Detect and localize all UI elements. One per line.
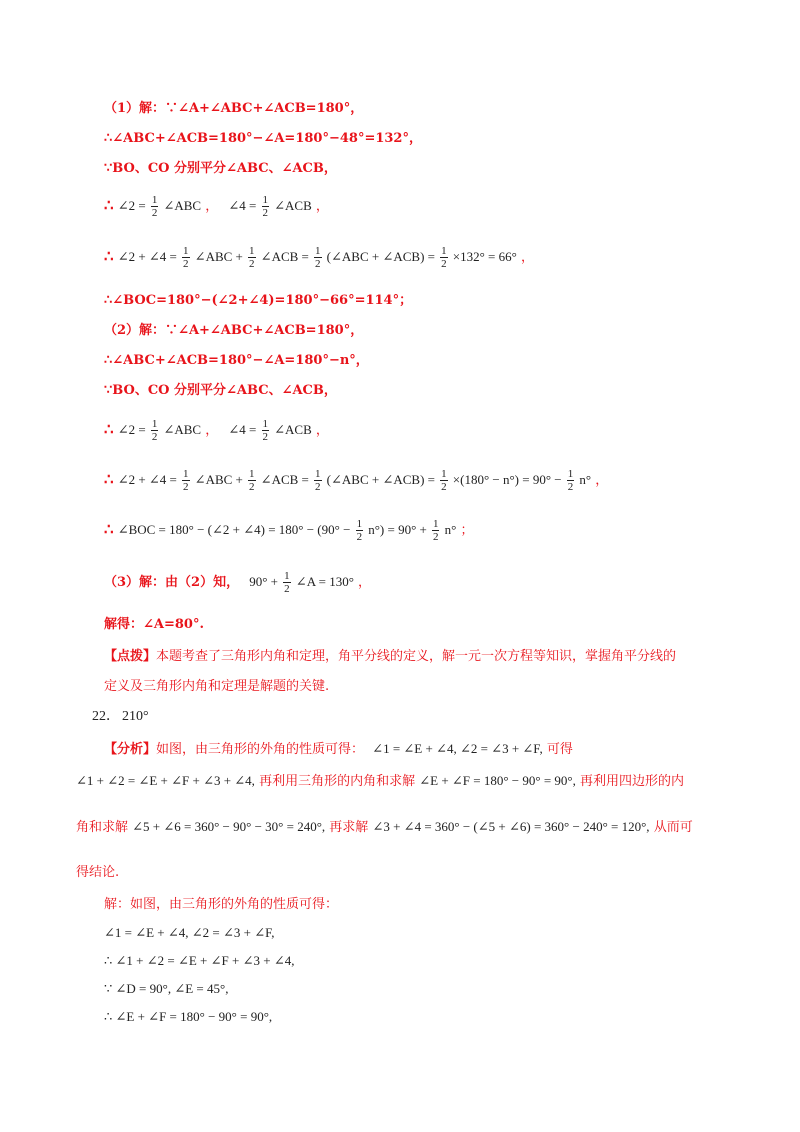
p2-line1: （2）解：∵∠A+∠ABC+∠ACB=180°， bbox=[104, 323, 364, 338]
therefore-symbol: ∴ bbox=[104, 247, 114, 265]
p2-line6: ∴ ∠BOC = 180° − (∠2 + ∠4) = 180° − (90° − $\frac{1}{2}$ n°) = 90° + $\frac{1}{2}$ n° ； bbox=[104, 518, 474, 543]
p3-line1: （3）解：由（2）知， 90° + $\frac{1}{2}$ ∠A = 130° ， bbox=[104, 570, 372, 595]
fraction: $\frac{1}{2}$ bbox=[315, 468, 321, 493]
therefore-symbol: ∴ bbox=[104, 470, 114, 488]
fraction: $\frac{1}{2}$ bbox=[315, 245, 321, 270]
p3-line2: 解得：∠A=80°. bbox=[104, 617, 204, 632]
p2-line3: ∵BO、CO 分别平分∠ABC、∠ACB， bbox=[104, 383, 337, 398]
therefore-symbol: ∴ bbox=[104, 520, 114, 538]
fraction: $\frac{1}{2}$ bbox=[356, 518, 363, 543]
fraction: $\frac{1}{2}$ bbox=[441, 245, 447, 270]
p1-line6: ∴∠BOC=180°−(∠2+∠4)=180°−66°=114°； bbox=[104, 293, 413, 308]
fraction: $\frac{1}{2}$ bbox=[262, 418, 268, 443]
p2-line5: ∴ ∠2 + ∠4 = $\frac{1}{2}$ ∠ABC + $\frac{1}{2}$ ∠ACB = $\frac{1}{2}$ (∠ABC + ∠ACB) = $\frac{1}{2}$ ×(180° − n°) = 90° − $\frac{1}{2}$ n° ， bbox=[104, 468, 609, 493]
therefore-symbol: ∴ bbox=[104, 196, 114, 214]
fraction: $\frac{1}{2}$ bbox=[262, 194, 268, 219]
p1-line4: ∴ ∠2 = $\frac{1}{2}$ ∠ABC ， ∠4 = $\frac{1}{2}$ ∠ACB ， bbox=[104, 194, 329, 219]
q22-solution-line5: ∴ ∠E + ∠F = 180° − 90° = 90°, bbox=[104, 1009, 273, 1024]
q22-analysis-line1: 【分析】如图，由三角形的外角的性质可得： ∠1 = ∠E + ∠4, ∠2 = ∠3 + ∠F, 可得 bbox=[104, 741, 573, 757]
q22-analysis-line2: ∠1 + ∠2 = ∠E + ∠F + ∠3 + ∠4, 再利用三角形的内角和求解 ∠E + ∠F = 180° − 90° = 90°, 再利用四边形的内 bbox=[76, 773, 685, 789]
q22-solution-line3: ∴ ∠1 + ∠2 = ∠E + ∠F + ∠3 + ∠4, bbox=[104, 953, 295, 968]
fraction: $\frac{1}{2}$ bbox=[441, 468, 447, 493]
therefore-symbol: ∴ bbox=[104, 420, 114, 438]
q22-analysis-line3: 角和求解 ∠5 + ∠6 = 360° − 90° − 30° = 240°, 再求解 ∠3 + ∠4 = 360° − (∠5 + ∠6) = 360° − 240° = 120°, 从而可 bbox=[76, 819, 693, 835]
fraction: $\frac{1}{2}$ bbox=[249, 468, 255, 493]
p1-line2: ∴∠ABC+∠ACB=180°−∠A=180°−48°=132°， bbox=[104, 131, 422, 146]
q22-solution-line2: ∠1 = ∠E + ∠4, ∠2 = ∠3 + ∠F, bbox=[104, 925, 275, 940]
p1-line1: （1）解：∵∠A+∠ABC+∠ACB=180°， bbox=[104, 101, 364, 116]
p2-line4: ∴ ∠2 = $\frac{1}{2}$ ∠ABC ， ∠4 = $\frac{1}{2}$ ∠ACB ， bbox=[104, 418, 329, 443]
fraction: $\frac{1}{2}$ bbox=[249, 245, 255, 270]
fraction: $\frac{1}{2}$ bbox=[432, 518, 439, 543]
fraction: $\frac{1}{2}$ bbox=[284, 570, 290, 595]
fraction: $\frac{1}{2}$ bbox=[567, 468, 574, 493]
q22-analysis-line4: 得结论. bbox=[76, 865, 120, 880]
tip-line1: 【点拨】本题考查了三角形内角和定理，角平分线的定义，解一元一次方程等知识，掌握角平分线的 bbox=[104, 649, 677, 664]
q22-solution-line1: 解：如图，由三角形的外角的性质可得： bbox=[104, 897, 339, 912]
tip-line2: 定义及三角形内角和定理是解题的关键. bbox=[104, 679, 330, 694]
q22-solution-line4: ∵ ∠D = 90°, ∠E = 45°, bbox=[104, 981, 229, 996]
fraction: $\frac{1}{2}$ bbox=[151, 194, 158, 219]
fraction: $\frac{1}{2}$ bbox=[183, 245, 189, 270]
p2-line2: ∴∠ABC+∠ACB=180°−∠A=180°−n°， bbox=[104, 353, 369, 368]
fraction: $\frac{1}{2}$ bbox=[151, 418, 158, 443]
p1-line5: ∴ ∠2 + ∠4 = $\frac{1}{2}$ ∠ABC + $\frac{1}{2}$ ∠ACB = $\frac{1}{2}$ (∠ABC + ∠ACB) = $\frac{1}{2}$ ×132° = 66° ， bbox=[104, 245, 534, 270]
fraction: $\frac{1}{2}$ bbox=[183, 468, 189, 493]
q22-header: 22． 210° bbox=[92, 709, 149, 724]
p1-line3: ∵BO、CO 分别平分∠ABC、∠ACB， bbox=[104, 161, 337, 176]
